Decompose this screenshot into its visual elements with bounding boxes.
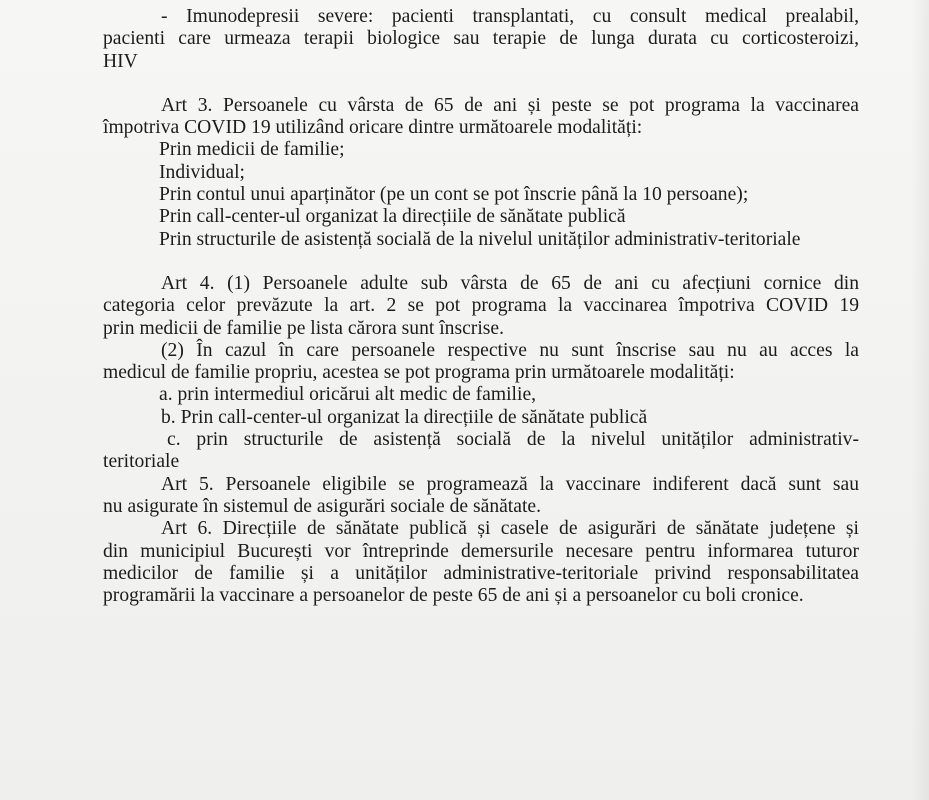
document-body [103, 6, 859, 607]
section-art-3 [103, 95, 859, 251]
section-imunodepresii [103, 6, 859, 73]
art6-line-4: programării la vaccinare a persoanelor de peste 65 de ani și a persoanelor cu boli cronice. [103, 585, 804, 607]
art6-line-3: medicilor de familie și a unităților administrative-teritoriale privind responsabilitatea [103, 562, 859, 584]
art3-item-1: Prin medicii de familie; [159, 139, 345, 161]
art4-p2-line-2: medicul de familie propriu, acestea se pot programa prin următoarele modalități: [103, 362, 735, 384]
art4-p2-line-1: (2) În cazul în care persoanele respective nu sunt înscrise sau nu au acces la [161, 339, 859, 361]
art3-item-5: Prin structurile de asistență socială de la nivelul unităților administrativ-teritoriale [159, 228, 801, 250]
art4-item-c-line-2: teritoriale [103, 451, 180, 473]
art4-p1-line-1: Art 4. (1) Persoanele adulte sub vârsta de 65 de ani cu afecțiuni cornice din [161, 272, 859, 294]
art3-line-2: împotriva COVID 19 utilizând oricare dintre următoarele modalități: [103, 117, 643, 139]
art3-item-4: Prin call-center-ul organizat la direcțiile de sănătate publică [159, 206, 626, 228]
imuno-line-3: HIV [103, 50, 138, 72]
art4-p1-line-3: prin medicii de familie pe lista cărora sunt înscrise. [103, 317, 504, 339]
section-art-4 [103, 273, 859, 474]
art6-line-1: Art 6. Direcțiile de sănătate publică și casele de asigurări de sănătate județene și [161, 518, 859, 540]
section-art-5 [103, 474, 859, 519]
art4-p1-line-2: categoria celor prevăzute la art. 2 se pot programa la vaccinarea împotriva COVID 19 [103, 295, 859, 317]
art3-line-1: Art 3. Persoanele cu vârsta de 65 de ani și peste se pot programa la vaccinarea [161, 94, 859, 116]
page-edge-shadow [911, 0, 929, 800]
art3-item-2: Individual; [159, 161, 245, 183]
art5-line-1: Art 5. Persoanele eligibile se programează la vaccinare indiferent dacă sunt sau [161, 473, 859, 495]
paragraph-gap [103, 251, 859, 273]
art4-item-b: b. Prin call-center-ul organizat la direcțiile de sănătate publică [161, 406, 648, 428]
paragraph-gap [103, 73, 859, 95]
section-art-6 [103, 518, 859, 607]
art3-item-3: Prin contul unui aparținător (pe un cont se pot înscrie până la 10 persoane); [159, 184, 749, 206]
art6-line-2: din municipiul București vor întreprinde demersurile necesare pentru informarea tuturor [103, 540, 859, 562]
imuno-line-2: pacienti care urmeaza terapii biologice sau terapie de lunga durata cu corticosteroizi, [103, 28, 859, 50]
imuno-line-1: - Imunodepresii severe: pacienti transplantati, cu consult medical prealabil, [161, 6, 859, 27]
art5-line-2: nu asigurate în sistemul de asigurări sociale de sănătate. [103, 495, 541, 517]
art4-item-a: a. prin intermediul oricărui alt medic de familie, [159, 384, 537, 406]
art4-item-c-line-1: c. prin structurile de asistență socială de la nivelul unităților administrativ- [167, 429, 859, 451]
